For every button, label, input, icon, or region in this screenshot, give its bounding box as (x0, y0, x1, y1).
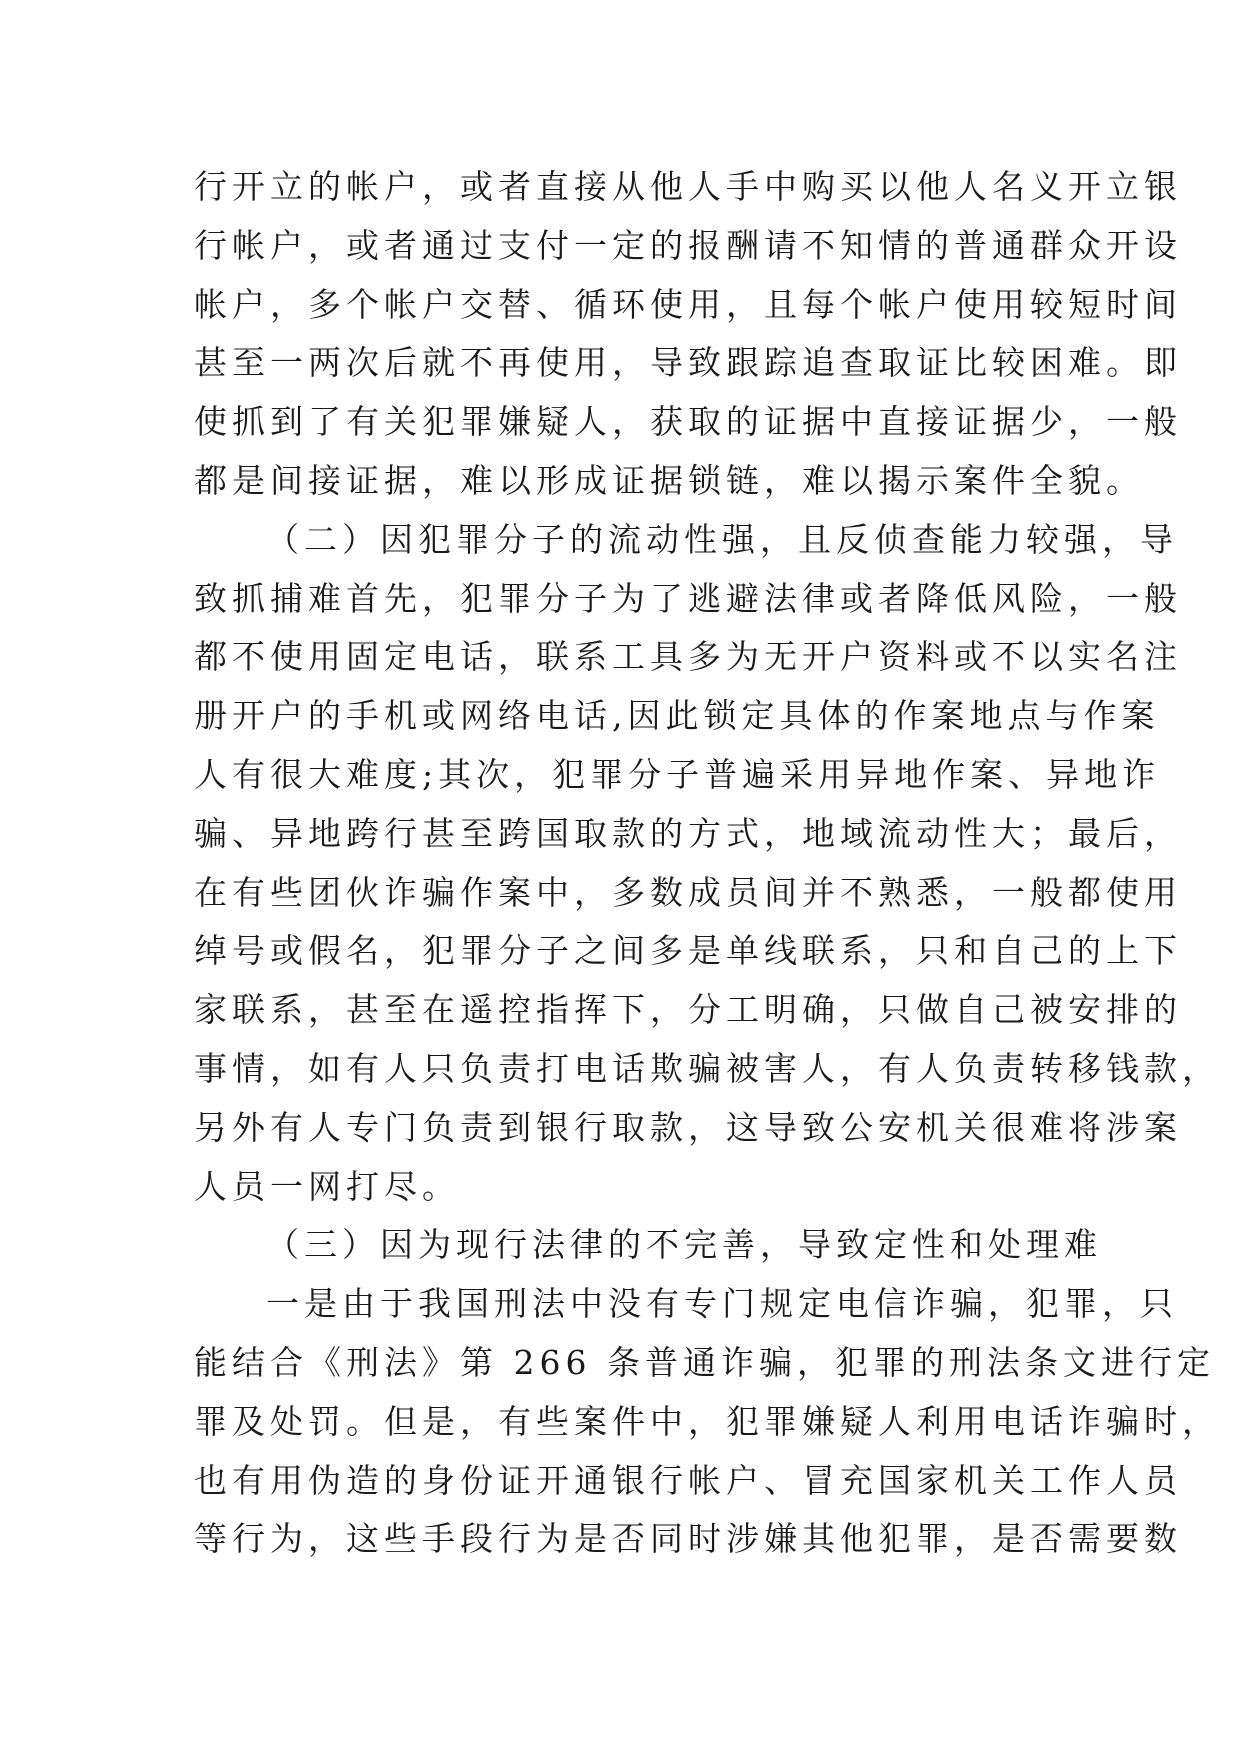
text-line: 帐户，多个帐户交替、循环使用，且每个帐户使用较短时间 (194, 284, 1182, 324)
text-line: 甚至一两次后就不再使用，导致跟踪追查取证比较困难。即 (194, 343, 1182, 383)
text-line: 绰号或假名，犯罪分子之间多是单线联系，只和自己的上下 (194, 931, 1182, 971)
text-line: 罪及处罚。但是，有些案件中，犯罪嫌疑人利用电话诈骗时， (194, 1401, 1220, 1441)
text-line: 都是间接证据，难以形成证据锁链，难以揭示案件全貌。 (194, 460, 1144, 500)
text-line: 人员一网打尽。 (194, 1166, 460, 1206)
text-line: 骗、异地跨行甚至跨国取款的方式，地域流动性大；最后， (194, 813, 1182, 853)
text-line: 册开户的手机或网络电话,因此锁定具体的作案地点与作案 (194, 696, 1160, 736)
body-text (194, 158, 1220, 1569)
text-line: 使抓到了有关犯罪嫌疑人，获取的证据中直接证据少，一般 (194, 402, 1182, 442)
text-line: 另外有人专门负责到银行取款，这导致公安机关很难将涉案 (194, 1107, 1182, 1147)
section-heading-2: （二）因犯罪分子的流动性强，且反侦查能力较强，导 (266, 519, 1178, 559)
text-line: 也有用伪造的身份证开通银行帐户、冒充国家机关工作人员 (194, 1460, 1182, 1500)
text-line: 能结合《刑法》第 266 条普通诈骗，犯罪的刑法条文进行定 (194, 1342, 1215, 1382)
text-line: 在有些团伙诈骗作案中，多数成员间并不熟悉，一般都使用 (194, 872, 1182, 912)
text-line: 家联系，甚至在遥控指挥下，分工明确，只做自己被安排的 (194, 990, 1182, 1030)
text-line: 行帐户，或者通过支付一定的报酬请不知情的普通群众开设 (194, 225, 1182, 265)
text-line: 致抓捕难首先，犯罪分子为了逃避法律或者降低风险，一般 (194, 578, 1182, 618)
text-line: 人有很大难度;其次，犯罪分子普遍采用异地作案、异地诈 (194, 754, 1161, 794)
text-line: 事情，如有人只负责打电话欺骗被害人，有人负责转移钱款， (194, 1048, 1220, 1088)
paragraph-start: 一是由于我国刑法中没有专门规定电信诈骗，犯罪，只 (266, 1284, 1178, 1324)
text-line: 都不使用固定电话，联系工具多为无开户资料或不以实名注 (194, 637, 1182, 677)
section-heading-3: （三）因为现行法律的不完善，导致定性和处理难 (266, 1225, 1102, 1265)
text-line: 等行为，这些手段行为是否同时涉嫌其他犯罪，是否需要数 (194, 1519, 1182, 1559)
text-line: 行开立的帐户，或者直接从他人手中购买以他人名义开立银 (194, 167, 1182, 206)
